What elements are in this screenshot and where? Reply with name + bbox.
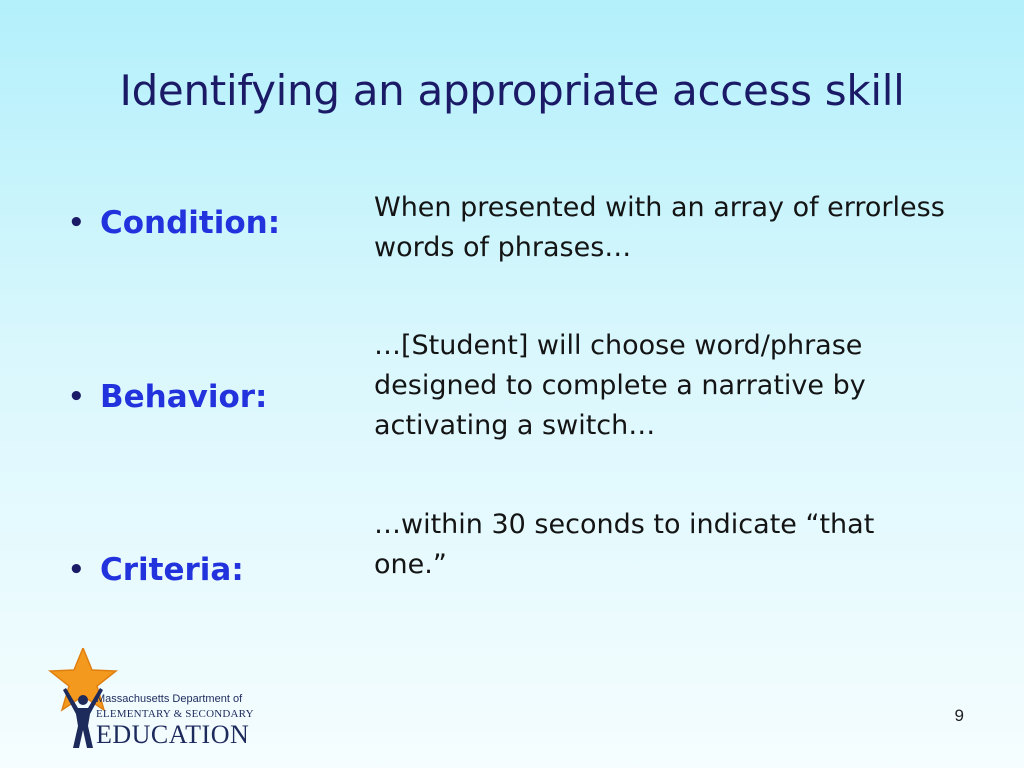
logo-line-education: EDUCATION: [96, 720, 250, 749]
logo-text: [96, 693, 286, 750]
bullet-label-condition: Condition:: [100, 205, 281, 241]
bullet-label-behavior: Behavior:: [100, 379, 268, 415]
bullet-item-criteria: [68, 552, 244, 588]
bullet-dot-icon: •: [68, 555, 85, 585]
logo-line-elementary-secondary: ELEMENTARY & SECONDARY: [96, 708, 254, 720]
description-behavior: …[Student] will choose word/phrase designed to complete a narrative by activating a switch…: [374, 330, 866, 441]
bullet-dot-icon: •: [68, 208, 85, 238]
bullet-label-criteria: Criteria:: [100, 552, 244, 588]
description-criteria: …within 30 seconds to indicate “that one.”: [374, 509, 875, 580]
page-number: 9: [954, 706, 964, 725]
bullet-item-behavior: [68, 379, 267, 415]
bullet-item-condition: [68, 205, 280, 241]
logo-line-department: Massachusetts Department of: [96, 693, 243, 705]
dese-logo: [48, 648, 278, 758]
slide-title: Identifying an appropriate access skill: [119, 66, 905, 115]
description-condition: When presented with an array of errorless words of phrases…: [374, 192, 945, 263]
bullet-dot-icon: •: [68, 382, 85, 412]
